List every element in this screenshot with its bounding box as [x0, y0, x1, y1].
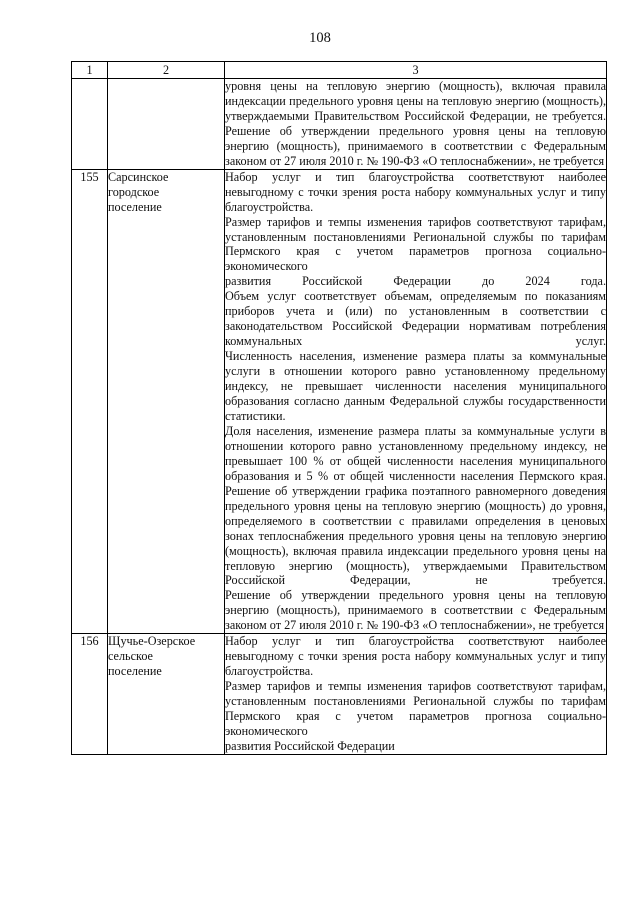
table-row	[72, 79, 607, 170]
conditions-text-cell	[225, 79, 607, 170]
condition-paragraph: Решение об утверждении предельного уровня цены на тепловую энергию (мощность), принимаемого в соответствии с Федеральным законом от 27 июля 2010 г. № 190-ФЗ «О теплоснабжении», не требуется	[225, 123, 606, 168]
header-cell-col2: 2	[108, 62, 225, 79]
municipality-name-cell: Щучье-Озерское сельское поселение	[108, 634, 225, 755]
page-number: 108	[309, 30, 331, 46]
condition-paragraph: Размер тарифов и темпы изменения тарифов соответствуют тарифам, установленным постановлениями Региональной службы по тарифам Пермского края с учетом параметров прогноза социально-экономического развития Российской Федерации	[225, 679, 606, 753]
row-number-cell: 155	[72, 169, 108, 634]
condition-paragraph: Размер тарифов и темпы изменения тарифов соответствуют тарифам, установленным постановлениями Региональной службы по тарифам Пермского края с учетом параметров прогноза социально-экономического развития Российской Федерации до 2024 года.	[225, 214, 606, 289]
conditions-text-cell	[225, 634, 607, 755]
header-cell-col3: 3	[225, 62, 607, 79]
municipality-name-cell: Сарсинское городское поселение	[108, 169, 225, 634]
row-number-cell: 156	[72, 634, 108, 755]
table-row	[72, 169, 607, 634]
condition-paragraph: Набор услуг и тип благоустройства соответствуют наиболее невыгодному с точки зрения роста набору коммунальных услуг и типу благоустройства.	[225, 634, 606, 679]
condition-paragraph: Численность населения, изменение размера платы за коммунальные услуги в отношении которого равно установленному предельному индексу, не превышает численности населения муниципального образования согласно данным Федеральной службы государственности статистики.	[225, 349, 606, 423]
header-cell-col1: 1	[72, 62, 108, 79]
condition-paragraph: Объем услуг соответствует объемам, определяемым по показаниям приборов учета и (или) по установленным в соответствии с законодательством Российской Федерации нормативам потребления коммунальных услуг.	[225, 289, 606, 349]
table-body	[72, 62, 607, 755]
condition-paragraph: уровня цены на тепловую энергию (мощность), включая правила индексации предельного уровня цены на тепловую энергию (мощность), утверждаемыми Правительством Российской Федерации, не требуется.	[225, 79, 606, 123]
condition-paragraph: Решение об утверждении графика поэтапного равномерного доведения предельного уровня цены на тепловую энергию (мощность) до уровня, определяемого в соответствии с правилами определения в ценовых зонах теплоснабжения предельного уровня цены на тепловую энергию (мощность), включая правила индексации предельного уровня цены на тепловую энергию (мощность), утверждаемыми Правительством Российской Федерации, не требуется.	[225, 483, 606, 588]
row-number-cell	[72, 79, 108, 170]
condition-paragraph: Решение об утверждении предельного уровня цены на тепловую энергию (мощность), принимаемого в соответствии с Федеральным законом от 27 июля 2010 г. № 190-ФЗ «О теплоснабжении», не требуется	[225, 588, 606, 633]
condition-paragraph: Набор услуг и тип благоустройства соответствуют наиболее невыгодному с точки зрения роста набору коммунальных услуг и типу благоустройства.	[225, 169, 606, 214]
condition-paragraph: Доля населения, изменение размера платы за коммунальные услуги в отношении которого равно установленному предельному индексу, не превышает 100 % от общей численности населения муниципального образования и 5 % от общей численности населения Пермского края.	[225, 423, 606, 483]
tariff-table	[71, 61, 607, 755]
municipality-name-cell	[108, 79, 225, 170]
conditions-text-cell	[225, 169, 607, 634]
table-header-row	[72, 62, 607, 79]
table-row	[72, 634, 607, 755]
